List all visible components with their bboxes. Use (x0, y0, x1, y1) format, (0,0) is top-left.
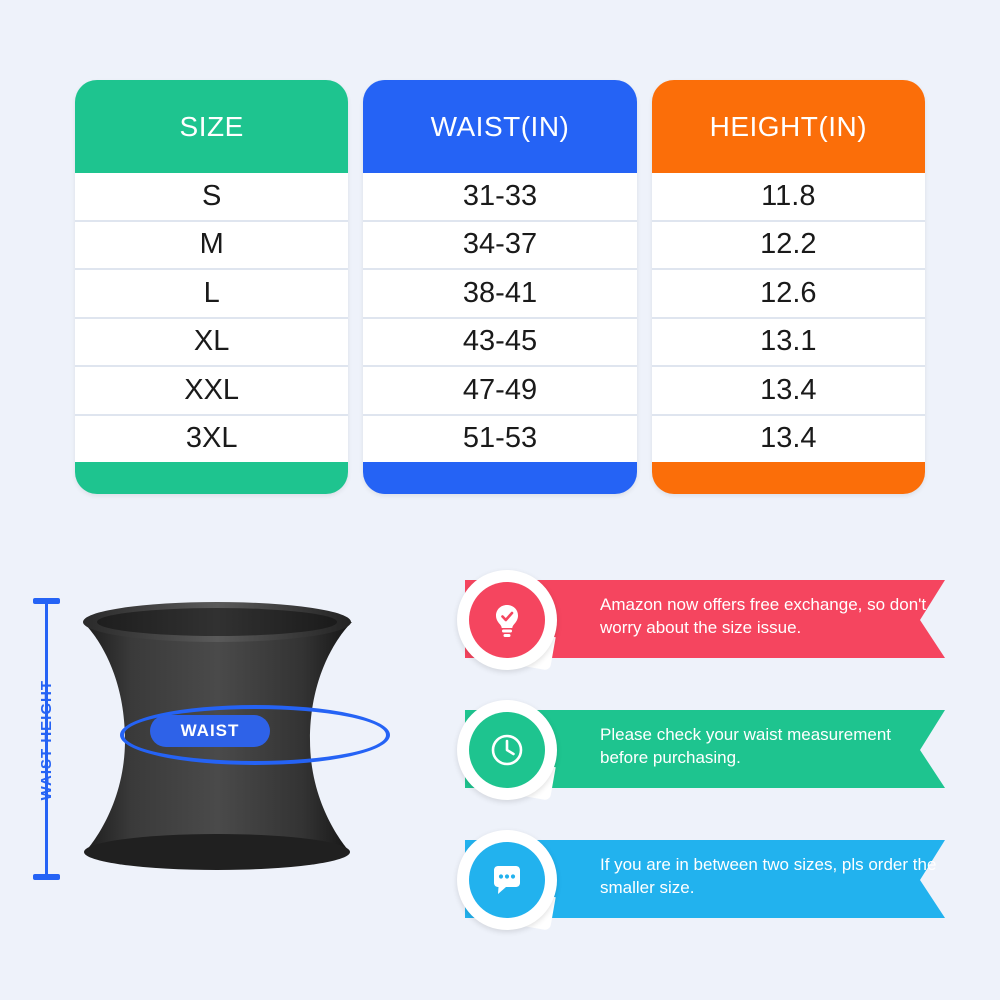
waist-column-cells (363, 173, 636, 462)
height-column-cells (652, 173, 925, 462)
table-cell: 11.8 (652, 173, 925, 222)
badge-inner (469, 582, 545, 658)
table-cell: 12.6 (652, 270, 925, 319)
note-text: If you are in between two sizes, pls order the smaller size. (600, 855, 937, 897)
table-cell: M (75, 222, 348, 271)
column-footer (363, 462, 636, 494)
table-cell: 13.4 (652, 367, 925, 416)
note-item (435, 570, 945, 665)
table-cell: 43-45 (363, 319, 636, 368)
table-cell: 12.2 (652, 222, 925, 271)
badge-inner (469, 712, 545, 788)
waist-column (363, 80, 636, 494)
waist-label-pill: WAIST (150, 715, 270, 747)
waist-height-label-text: WAIST HEIGHT (37, 679, 55, 801)
height-column (652, 80, 925, 494)
column-footer (652, 462, 925, 494)
table-cell: 47-49 (363, 367, 636, 416)
table-cell: 38-41 (363, 270, 636, 319)
column-header-size: SIZE (179, 110, 244, 142)
table-cell: 13.1 (652, 319, 925, 368)
table-cell: XXL (75, 367, 348, 416)
table-cell: 13.4 (652, 416, 925, 463)
table-cell: L (75, 270, 348, 319)
table-cell: XL (75, 319, 348, 368)
height-axis-cap-bottom (33, 874, 60, 880)
note-badge (457, 830, 557, 930)
note-badge (457, 570, 557, 670)
table-cell: 3XL (75, 416, 348, 463)
badge-inner (469, 842, 545, 918)
clock-icon (485, 728, 529, 772)
note-item (435, 700, 945, 795)
chat-bubble-icon (484, 857, 530, 903)
size-column (75, 80, 348, 494)
note-text: Please check your waist measurement before purchasing. (600, 725, 892, 767)
table-cell: S (75, 173, 348, 222)
note-badge (457, 700, 557, 800)
column-header-waist: WAIST(IN) (430, 110, 570, 142)
size-chart-table (75, 80, 925, 494)
notes-list (435, 560, 980, 980)
waist-height-label (33, 630, 59, 850)
note-item (435, 830, 945, 925)
table-cell: 51-53 (363, 416, 636, 463)
note-text: Amazon now offers free exchange, so don't worry about the size issue. (600, 595, 927, 637)
lightbulb-check-icon (485, 598, 529, 642)
column-header-height: HEIGHT(IN) (709, 110, 868, 142)
column-footer (75, 462, 348, 494)
table-cell: 34-37 (363, 222, 636, 271)
table-cell: 31-33 (363, 173, 636, 222)
size-column-cells (75, 173, 348, 462)
